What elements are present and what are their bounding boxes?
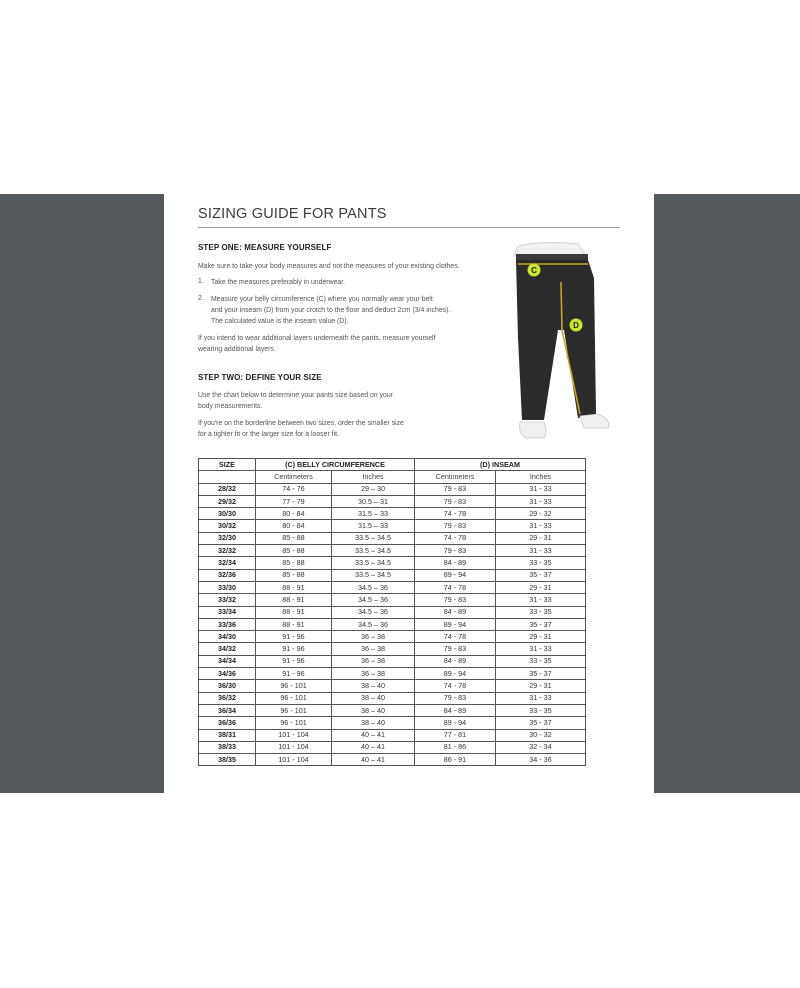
inseam-cm-cell: 79 - 83 [415, 594, 496, 606]
table-header-row [199, 459, 586, 471]
belly-in-cell: 38 – 40 [332, 692, 415, 704]
belly-in-cell: 36 – 38 [332, 631, 415, 643]
table-row [199, 631, 586, 643]
size-cell: 32/36 [199, 569, 256, 581]
belly-cm-cell: 85 - 88 [256, 532, 332, 544]
table-row [199, 495, 586, 507]
list-item-2-line-3: The calculated value is the inseam value (D). [211, 318, 349, 325]
table-row [199, 692, 586, 704]
subheader-inseam-in: Inches [496, 471, 586, 483]
size-cell: 34/36 [199, 668, 256, 680]
table-row [199, 606, 586, 618]
table-row [199, 557, 586, 569]
size-cell: 32/34 [199, 557, 256, 569]
belly-column-header: (C) BELLY CIRCUMFERENCE [256, 459, 415, 471]
belly-in-cell: 38 – 40 [332, 704, 415, 716]
list-number-1: 1. [198, 278, 204, 285]
step-two-p1-line-1: Use the chart below to determine your pants size based on your [198, 392, 393, 399]
size-cell: 33/30 [199, 581, 256, 593]
inseam-cm-cell: 74 - 78 [415, 631, 496, 643]
belly-in-cell: 38 – 40 [332, 717, 415, 729]
belly-in-cell: 34.5 – 36 [332, 594, 415, 606]
belly-cm-cell: 91 - 96 [256, 655, 332, 667]
belly-in-cell: 36 – 38 [332, 668, 415, 680]
belly-in-cell: 34.5 – 36 [332, 581, 415, 593]
belly-in-cell: 33.5 – 34.5 [332, 532, 415, 544]
marker-c-label: C [531, 266, 537, 275]
table-row [199, 545, 586, 557]
inseam-in-cell: 35 - 37 [496, 668, 586, 680]
inseam-in-cell: 35 - 37 [496, 618, 586, 630]
inseam-in-cell: 33 - 35 [496, 606, 586, 618]
size-cell: 33/36 [199, 618, 256, 630]
pants-measurement-illustration [504, 238, 622, 450]
size-cell: 36/32 [199, 692, 256, 704]
belly-cm-cell: 88 - 91 [256, 581, 332, 593]
belly-cm-cell: 101 - 104 [256, 754, 332, 766]
inseam-in-cell: 29 - 31 [496, 581, 586, 593]
table-row [199, 532, 586, 544]
inseam-in-cell: 33 - 35 [496, 655, 586, 667]
inseam-in-cell: 32 - 34 [496, 741, 586, 753]
table-row [199, 668, 586, 680]
belly-in-cell: 34.5 – 36 [332, 606, 415, 618]
inseam-cm-cell: 79 - 83 [415, 483, 496, 495]
step-two-p1-line-2: body measurements. [198, 403, 263, 410]
belly-in-cell: 31.5 – 33 [332, 520, 415, 532]
table-row [199, 483, 586, 495]
inseam-cm-cell: 79 - 83 [415, 520, 496, 532]
table-row [199, 581, 586, 593]
subheader-belly-in: Inches [332, 471, 415, 483]
inseam-cm-cell: 84 - 89 [415, 557, 496, 569]
inseam-in-cell: 29 - 31 [496, 680, 586, 692]
belly-in-cell: 33.5 – 34.5 [332, 545, 415, 557]
inseam-cm-cell: 74 - 78 [415, 680, 496, 692]
table-row [199, 508, 586, 520]
belly-cm-cell: 101 - 104 [256, 741, 332, 753]
page-title: SIZING GUIDE FOR PANTS [198, 206, 387, 222]
belly-cm-cell: 77 - 79 [256, 495, 332, 507]
inseam-cm-cell: 84 - 89 [415, 704, 496, 716]
belly-cm-cell: 101 - 104 [256, 729, 332, 741]
list-number-2: 2. [198, 295, 204, 302]
step-two-p2-line-2: for a tighter fit or the larger size for a looser fit. [198, 431, 339, 438]
size-cell: 38/31 [199, 729, 256, 741]
belly-cm-cell: 91 - 96 [256, 668, 332, 680]
belly-cm-cell: 91 - 96 [256, 643, 332, 655]
inseam-cm-cell: 79 - 83 [415, 692, 496, 704]
belly-in-cell: 34.5 – 36 [332, 618, 415, 630]
title-divider [198, 227, 620, 228]
size-cell: 34/30 [199, 631, 256, 643]
inseam-cm-cell: 79 - 83 [415, 545, 496, 557]
inseam-in-cell: 31 - 33 [496, 545, 586, 557]
inseam-in-cell: 34 - 36 [496, 754, 586, 766]
table-row [199, 643, 586, 655]
inseam-cm-cell: 79 - 83 [415, 643, 496, 655]
belly-in-cell: 29 – 30 [332, 483, 415, 495]
size-cell: 36/34 [199, 704, 256, 716]
step-one-heading: STEP ONE: MEASURE YOURSELF [198, 243, 332, 252]
inseam-cm-cell: 81 - 86 [415, 741, 496, 753]
inseam-cm-cell: 86 - 91 [415, 754, 496, 766]
belly-in-cell: 40 – 41 [332, 729, 415, 741]
table-row [199, 520, 586, 532]
belly-cm-cell: 88 - 91 [256, 618, 332, 630]
right-shoe [580, 414, 609, 428]
size-cell: 32/30 [199, 532, 256, 544]
inseam-in-cell: 31 - 33 [496, 483, 586, 495]
subheader-belly-cm: Centimeters [256, 471, 332, 483]
size-cell: 30/32 [199, 520, 256, 532]
table-row [199, 717, 586, 729]
belly-cm-cell: 96 - 101 [256, 704, 332, 716]
table-row [199, 655, 586, 667]
belly-in-cell: 38 – 40 [332, 680, 415, 692]
inseam-cm-cell: 79 - 83 [415, 495, 496, 507]
inseam-in-cell: 35 - 37 [496, 717, 586, 729]
inseam-in-cell: 31 - 33 [496, 692, 586, 704]
inseam-in-cell: 31 - 33 [496, 495, 586, 507]
pants-shape [516, 260, 596, 420]
belly-cm-cell: 80 - 84 [256, 520, 332, 532]
list-item-1: Take the measures preferably in underwear. [211, 279, 346, 286]
size-cell: 34/32 [199, 643, 256, 655]
subheader-inseam-cm: Centimeters [415, 471, 496, 483]
size-cell: 36/30 [199, 680, 256, 692]
inseam-cm-cell: 74 - 78 [415, 581, 496, 593]
inseam-column-header: (D) INSEAM [415, 459, 586, 471]
size-cell: 34/34 [199, 655, 256, 667]
list-item-2-line-2: and your inseam (D) from your crotch to the floor and deduct 2cm (3/4 inches). [211, 307, 451, 314]
inseam-cm-cell: 74 - 78 [415, 532, 496, 544]
inseam-in-cell: 29 - 31 [496, 532, 586, 544]
size-cell: 38/33 [199, 741, 256, 753]
table-row [199, 569, 586, 581]
size-cell: 30/30 [199, 508, 256, 520]
size-cell: 29/32 [199, 495, 256, 507]
size-cell: 38/35 [199, 754, 256, 766]
belly-in-cell: 31.5 – 33 [332, 508, 415, 520]
inseam-in-cell: 35 - 37 [496, 569, 586, 581]
inseam-cm-cell: 89 - 94 [415, 668, 496, 680]
belly-in-cell: 33.5 – 34.5 [332, 569, 415, 581]
belly-in-cell: 40 – 41 [332, 754, 415, 766]
table-row [199, 704, 586, 716]
belly-in-cell: 36 – 38 [332, 643, 415, 655]
belly-cm-cell: 96 - 101 [256, 680, 332, 692]
marker-d-label: D [573, 321, 579, 330]
size-chart-table [198, 458, 586, 766]
size-cell: 33/32 [199, 594, 256, 606]
inseam-in-cell: 33 - 35 [496, 557, 586, 569]
layers-note-line-1: If you intend to wear additional layers underneath the pants, measure yourself [198, 335, 436, 342]
step-one-intro: Make sure to take your body measures and not the measures of your existing clothes. [198, 263, 460, 270]
inseam-in-cell: 33 - 35 [496, 704, 586, 716]
shirt-hint [514, 242, 586, 256]
size-cell: 32/32 [199, 545, 256, 557]
layers-note-line-2: wearing additional layers. [198, 346, 276, 353]
belly-cm-cell: 88 - 91 [256, 594, 332, 606]
belly-cm-cell: 80 - 84 [256, 508, 332, 520]
table-row [199, 741, 586, 753]
inseam-in-cell: 29 - 31 [496, 631, 586, 643]
belly-cm-cell: 96 - 101 [256, 692, 332, 704]
inseam-cm-cell: 77 - 81 [415, 729, 496, 741]
inseam-in-cell: 31 - 33 [496, 594, 586, 606]
size-table-body [199, 483, 586, 766]
inseam-cm-cell: 89 - 94 [415, 717, 496, 729]
size-cell: 36/36 [199, 717, 256, 729]
belly-cm-cell: 91 - 96 [256, 631, 332, 643]
inseam-cm-cell: 84 - 89 [415, 606, 496, 618]
inseam-in-cell: 31 - 33 [496, 520, 586, 532]
belly-cm-cell: 96 - 101 [256, 717, 332, 729]
belly-cm-cell: 85 - 88 [256, 545, 332, 557]
belly-cm-cell: 74 - 76 [256, 483, 332, 495]
belly-in-cell: 36 – 38 [332, 655, 415, 667]
step-two-heading: STEP TWO: DEFINE YOUR SIZE [198, 373, 322, 382]
left-shoe [520, 422, 546, 438]
belly-in-cell: 30.5 – 31 [332, 495, 415, 507]
inseam-in-cell: 30 - 32 [496, 729, 586, 741]
table-row [199, 618, 586, 630]
table-row [199, 680, 586, 692]
sizing-guide-page [164, 194, 654, 793]
size-cell: 33/34 [199, 606, 256, 618]
table-row [199, 754, 586, 766]
table-row [199, 594, 586, 606]
inseam-cm-cell: 89 - 94 [415, 569, 496, 581]
step-two-p2-line-1: If you're on the borderline between two sizes, order the smaller size [198, 420, 404, 427]
belly-cm-cell: 88 - 91 [256, 606, 332, 618]
belly-in-cell: 40 – 41 [332, 741, 415, 753]
inseam-cm-cell: 84 - 89 [415, 655, 496, 667]
belly-in-cell: 33.5 – 34.5 [332, 557, 415, 569]
inseam-in-cell: 29 - 32 [496, 508, 586, 520]
size-cell: 28/32 [199, 483, 256, 495]
table-subheader-row [199, 471, 586, 483]
inseam-cm-cell: 89 - 94 [415, 618, 496, 630]
subheader-blank [199, 471, 256, 483]
inseam-cm-cell: 74 - 78 [415, 508, 496, 520]
belly-cm-cell: 85 - 88 [256, 569, 332, 581]
table-row [199, 729, 586, 741]
belly-cm-cell: 85 - 88 [256, 557, 332, 569]
size-column-header: SIZE [199, 459, 256, 471]
inseam-in-cell: 31 - 33 [496, 643, 586, 655]
list-item-2-line-1: Measure your belly circumference (C) where you normally wear your belt [211, 296, 433, 303]
